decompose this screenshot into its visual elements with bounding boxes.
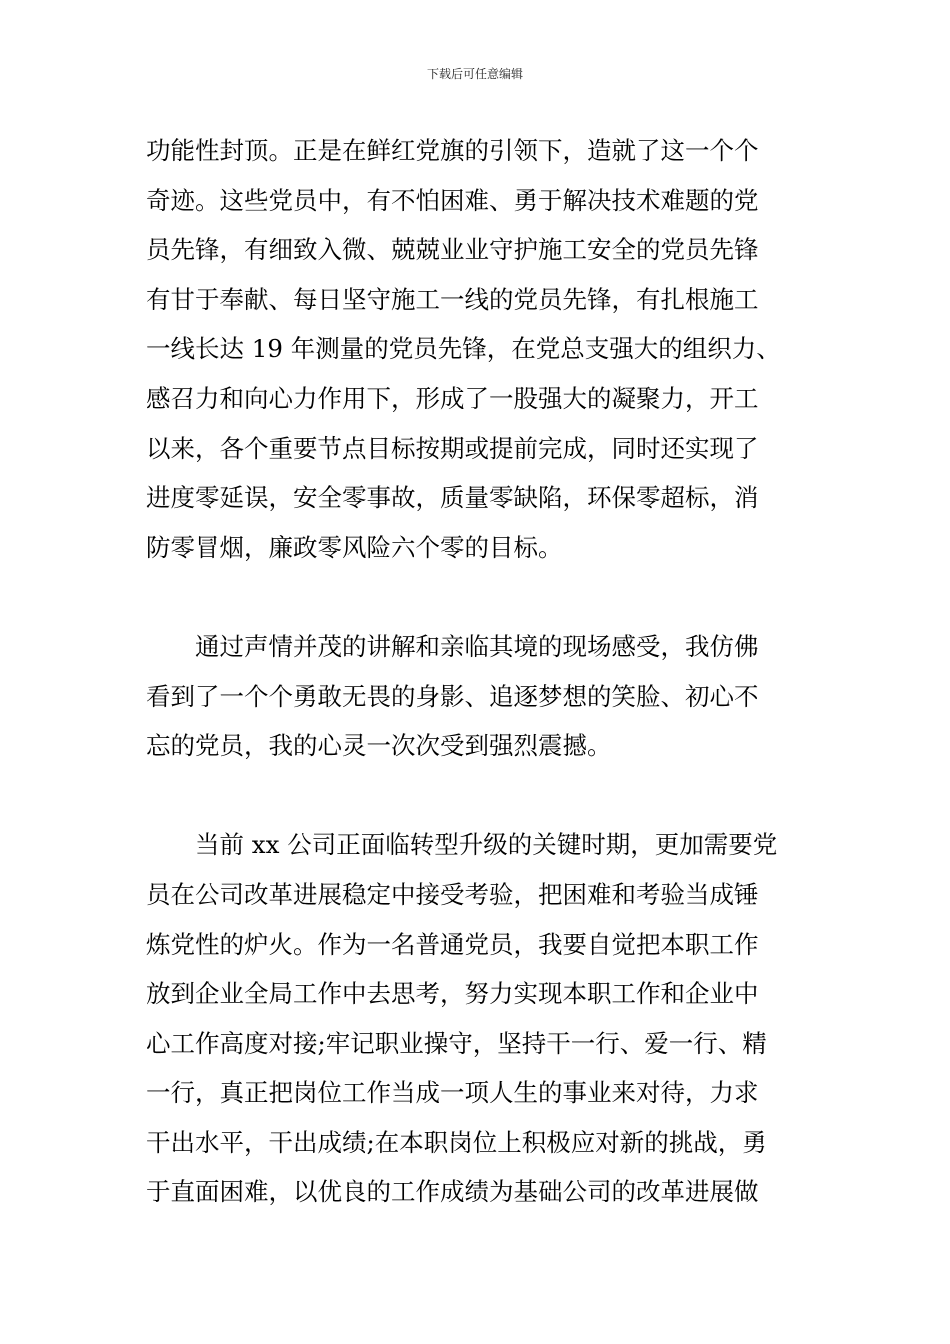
- text-line: 看到了一个个勇敢无畏的身影、追逐梦想的笑脸、初心不: [146, 681, 759, 711]
- document-body: [146, 126, 816, 1217]
- text-line: 奇迹。这些党员中，有不怕困难、勇于解决技术难题的党: [146, 185, 759, 215]
- paragraph: [146, 126, 816, 572]
- paragraph-gap: [146, 771, 816, 821]
- text-line: 通过声情并茂的讲解和亲临其境的现场感受，我仿佛: [146, 631, 759, 661]
- text-line: 干出水平，干出成绩;在本职岗位上积极应对新的挑战，勇: [146, 1127, 767, 1157]
- text-line: 当前 xx 公司正面临转型升级的关键时期，更加需要党: [146, 830, 778, 860]
- text-line: 忘的党员，我的心灵一次次受到强烈震撼。: [146, 731, 612, 761]
- text-line: 放到企业全局工作中去思考，努力实现本职工作和企业中: [146, 979, 759, 1009]
- paragraph: [146, 820, 816, 1217]
- text-line: 员在公司改革进展稳定中接受考验，把困难和考验当成锤: [146, 879, 759, 909]
- text-line: 以来，各个重要节点目标按期或提前完成，同时还实现了: [146, 433, 759, 463]
- text-line: 一线长达 19 年测量的党员先锋，在党总支强大的组织力、: [146, 334, 781, 364]
- page-header: 下载后可任意编辑: [426, 67, 523, 81]
- text-line: 一行，真正把岗位工作当成一项人生的事业来对待，力求: [146, 1078, 759, 1108]
- text-line: 防零冒烟，廉政零风险六个零的目标。: [146, 532, 563, 562]
- paragraph-gap: [146, 572, 816, 622]
- text-line: 于直面困难，以优良的工作成绩为基础公司的改革进展做: [146, 1177, 759, 1207]
- paragraph: [146, 622, 816, 771]
- text-line: 功能性封顶。正是在鲜红党旗的引领下，造就了这一个个: [146, 136, 759, 165]
- text-line: 有甘于奉献、每日坚守施工一线的党员先锋，有扎根施工: [146, 284, 759, 314]
- text-line: 炼党性的炉火。作为一名普通党员，我要自觉把本职工作: [146, 929, 759, 959]
- text-line: 员先锋，有细致入微、兢兢业业守护施工安全的党员先锋: [146, 235, 759, 265]
- text-line: 进度零延误，安全零事故，质量零缺陷，环保零超标，消: [146, 483, 759, 513]
- text-line: 感召力和向心力作用下，形成了一股强大的凝聚力，开工: [146, 383, 759, 413]
- text-line: 心工作高度对接;牢记职业操守，坚持干一行、爱一行、精: [146, 1028, 767, 1058]
